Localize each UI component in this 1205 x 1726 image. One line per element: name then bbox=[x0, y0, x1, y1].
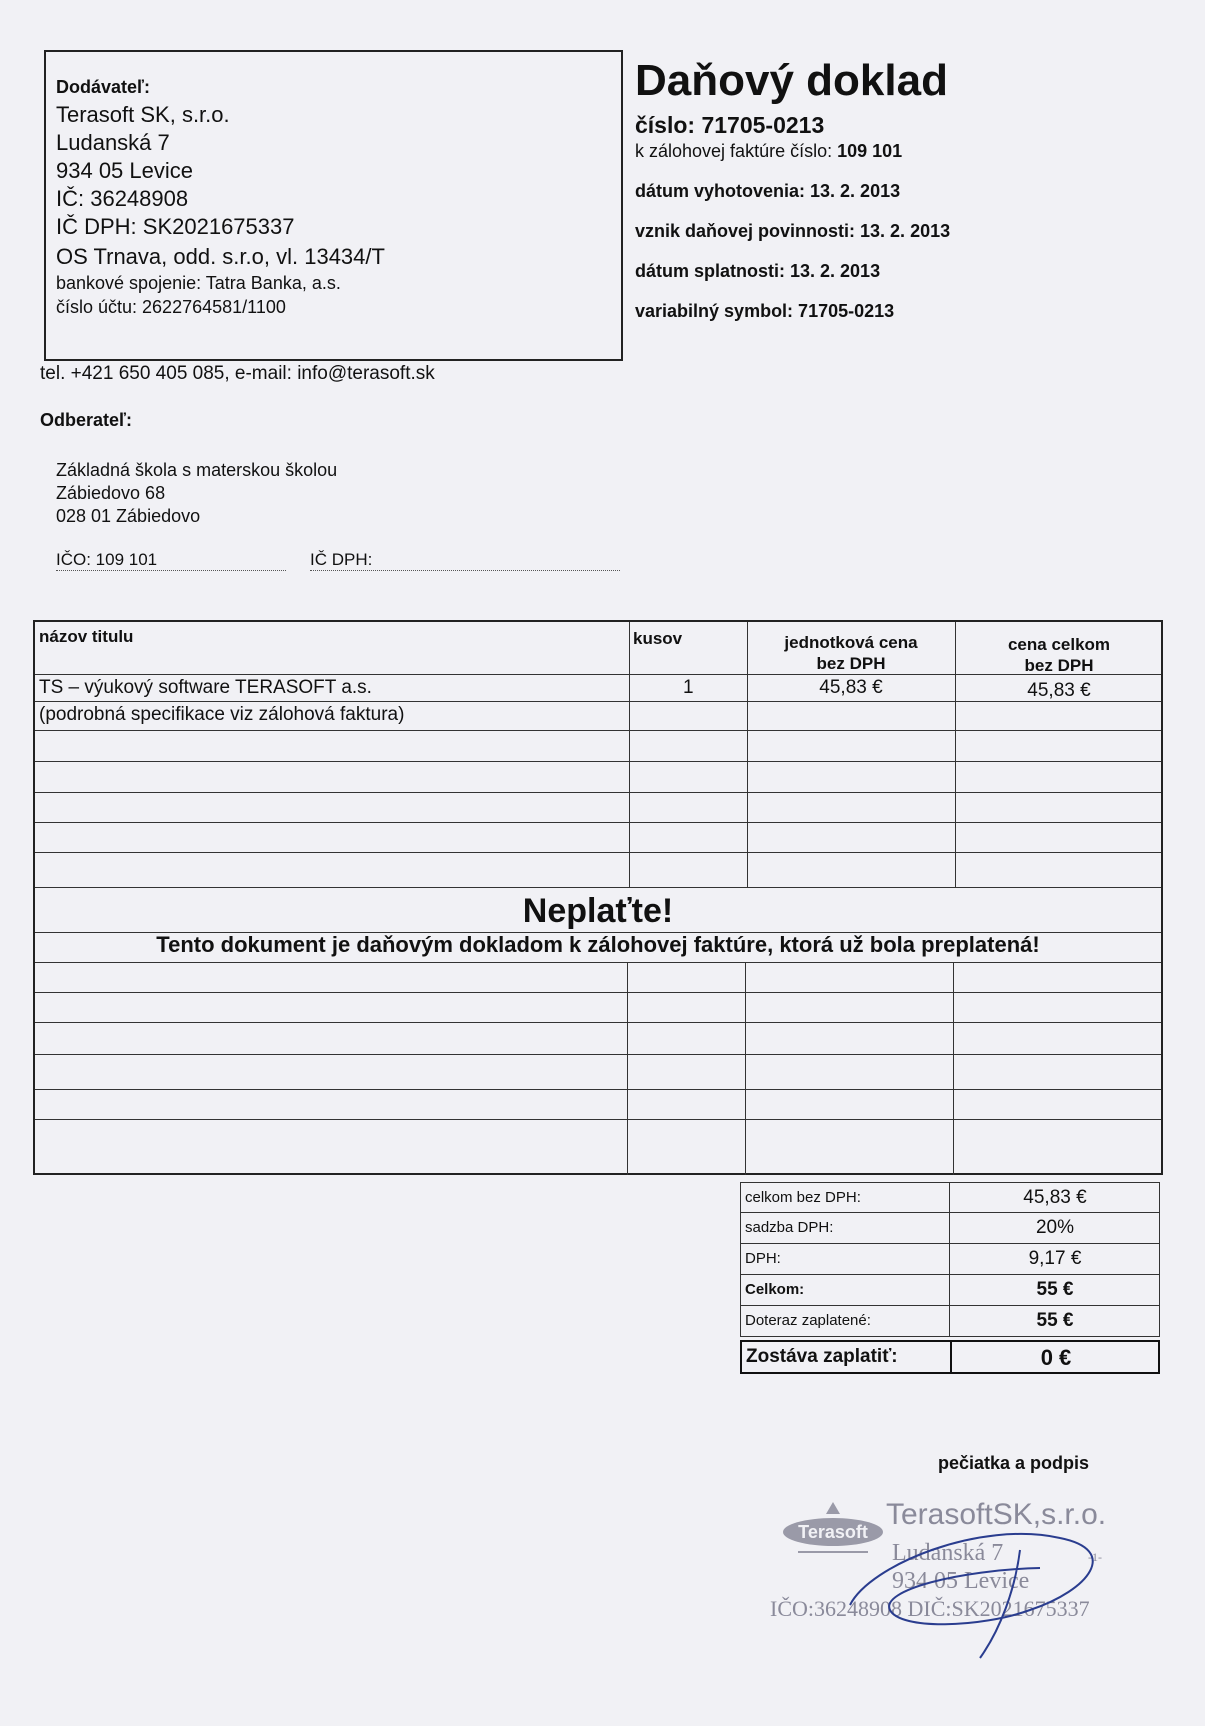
totals-table bbox=[740, 1182, 1160, 1374]
totals-value: 55 € bbox=[1036, 1310, 1074, 1331]
row-line bbox=[35, 761, 1161, 762]
logo-text: Terasoft bbox=[798, 1522, 868, 1542]
supplier-ico: IČ: 36248908 bbox=[56, 186, 189, 211]
row-line bbox=[35, 852, 1161, 853]
advance-invoice-number: 109 101 bbox=[837, 141, 903, 161]
divider bbox=[953, 962, 954, 1175]
advance-invoice-line bbox=[635, 141, 902, 162]
supplier-icdph: IČ DPH: SK2021675337 bbox=[56, 214, 295, 239]
divider bbox=[745, 962, 746, 1175]
supplier-bank: bankové spojenie: Tatra Banka, a.s. bbox=[56, 273, 341, 293]
divider bbox=[629, 622, 630, 887]
totals-row bbox=[740, 1244, 1160, 1275]
totals-label: Doteraz zaplatené: bbox=[745, 1312, 871, 1329]
totals-label: sadzba DPH: bbox=[745, 1219, 834, 1236]
item-qty: 1 bbox=[683, 677, 694, 698]
item-total: 45,83 € bbox=[1027, 680, 1091, 701]
stamp-ids: IČO:36248908 DIČ:SK2021675337 bbox=[770, 1596, 1090, 1621]
header-total-line2: bez DPH bbox=[1024, 656, 1094, 675]
totals-row bbox=[740, 1182, 1160, 1213]
company-stamp bbox=[770, 1490, 1130, 1640]
totals-label: DPH: bbox=[745, 1250, 781, 1267]
advance-invoice-label: k zálohovej faktúre číslo: bbox=[635, 141, 833, 161]
customer-icdph: IČ DPH: bbox=[310, 550, 620, 571]
row-line bbox=[35, 792, 1161, 793]
header-unit-price-line1: jednotková cena bbox=[784, 633, 918, 652]
totals-value: 55 € bbox=[1036, 1279, 1074, 1300]
document-number: číslo: 71705-0213 bbox=[635, 112, 825, 138]
customer-label: Odberateľ: bbox=[40, 410, 132, 430]
remaining-value: 0 € bbox=[1040, 1345, 1072, 1370]
stamp-city: 934 05 Levice bbox=[892, 1568, 1030, 1594]
divider bbox=[627, 962, 628, 1175]
signature bbox=[830, 1510, 1160, 1660]
customer-city: 028 01 Zábiedovo bbox=[56, 506, 201, 526]
row-line bbox=[35, 1119, 1161, 1120]
supplier-account: číslo účtu: 2622764581/1100 bbox=[56, 297, 286, 317]
customer-ico: IČO: 109 101 bbox=[56, 550, 286, 571]
document-title: Daňový doklad bbox=[635, 56, 948, 105]
row-line bbox=[35, 1054, 1161, 1055]
item-note: (podrobná specifikace viz zálohová faktura) bbox=[39, 704, 405, 725]
totals-value: 9,17 € bbox=[1028, 1248, 1082, 1269]
row-line bbox=[35, 887, 1161, 888]
header-title: názov titulu bbox=[39, 627, 134, 646]
header-total-line1: cena celkom bbox=[1007, 635, 1111, 654]
row-line bbox=[35, 962, 1161, 963]
tax-date: vznik daňovej povinnosti: 13. 2. 2013 bbox=[635, 221, 951, 241]
supplier-name: Terasoft SK, s.r.o. bbox=[56, 102, 230, 127]
items-table bbox=[33, 620, 1163, 1175]
issue-date: dátum vyhotovenia: 13. 2. 2013 bbox=[635, 181, 901, 201]
row-line bbox=[35, 1089, 1161, 1090]
row-line bbox=[35, 992, 1161, 993]
row-line bbox=[35, 1022, 1161, 1023]
header-unit-price bbox=[747, 632, 955, 674]
supplier-registry: OS Trnava, odd. s.r.o, vl. 13434/T bbox=[56, 244, 385, 269]
totals-value: 45,83 € bbox=[1023, 1187, 1087, 1208]
stamp-caption: pečiatka a podpis bbox=[938, 1453, 1090, 1473]
header-qty: kusov bbox=[633, 629, 683, 648]
totals-row bbox=[740, 1306, 1160, 1337]
warning-title: Neplaťte! bbox=[522, 892, 674, 930]
totals-row bbox=[740, 1275, 1160, 1306]
totals-row bbox=[740, 1213, 1160, 1244]
header-unit-price-line2: bez DPH bbox=[816, 654, 886, 673]
totals-label: celkom bez DPH: bbox=[745, 1189, 861, 1206]
due-date: dátum splatnosti: 13. 2. 2013 bbox=[635, 261, 881, 281]
warning-text: Tento dokument je daňovým dokladom k zálohovej faktúre, ktorá už bola preplatená! bbox=[156, 932, 1040, 957]
totals-value: 20% bbox=[1035, 1217, 1075, 1238]
remaining-row bbox=[740, 1340, 1160, 1374]
supplier-street: Ludanská 7 bbox=[56, 130, 170, 155]
stamp-street: Ludanská 7 bbox=[892, 1540, 1004, 1566]
row-line bbox=[35, 730, 1161, 731]
remaining-label: Zostáva zaplatiť: bbox=[746, 1346, 898, 1367]
stamp-company: TerasoftSK,s.r.o. bbox=[886, 1498, 1107, 1531]
row-line bbox=[35, 822, 1161, 823]
variable-symbol: variabilný symbol: 71705-0213 bbox=[635, 301, 895, 321]
supplier-label: Dodávateľ: bbox=[56, 77, 150, 97]
item-name: TS – výukový software TERASOFT a.s. bbox=[39, 677, 372, 698]
header-total bbox=[955, 634, 1163, 676]
supplier-contact: tel. +421 650 405 085, e-mail: info@terasoft.sk bbox=[40, 363, 435, 384]
item-unit-price: 45,83 € bbox=[819, 677, 883, 698]
totals-label: Celkom: bbox=[745, 1281, 805, 1298]
supplier-city: 934 05 Levice bbox=[56, 158, 193, 183]
customer-street: Zábiedovo 68 bbox=[56, 483, 166, 503]
customer-name: Základná škola s materskou školou bbox=[56, 460, 338, 480]
page-mark: -1- bbox=[1088, 1550, 1102, 1564]
